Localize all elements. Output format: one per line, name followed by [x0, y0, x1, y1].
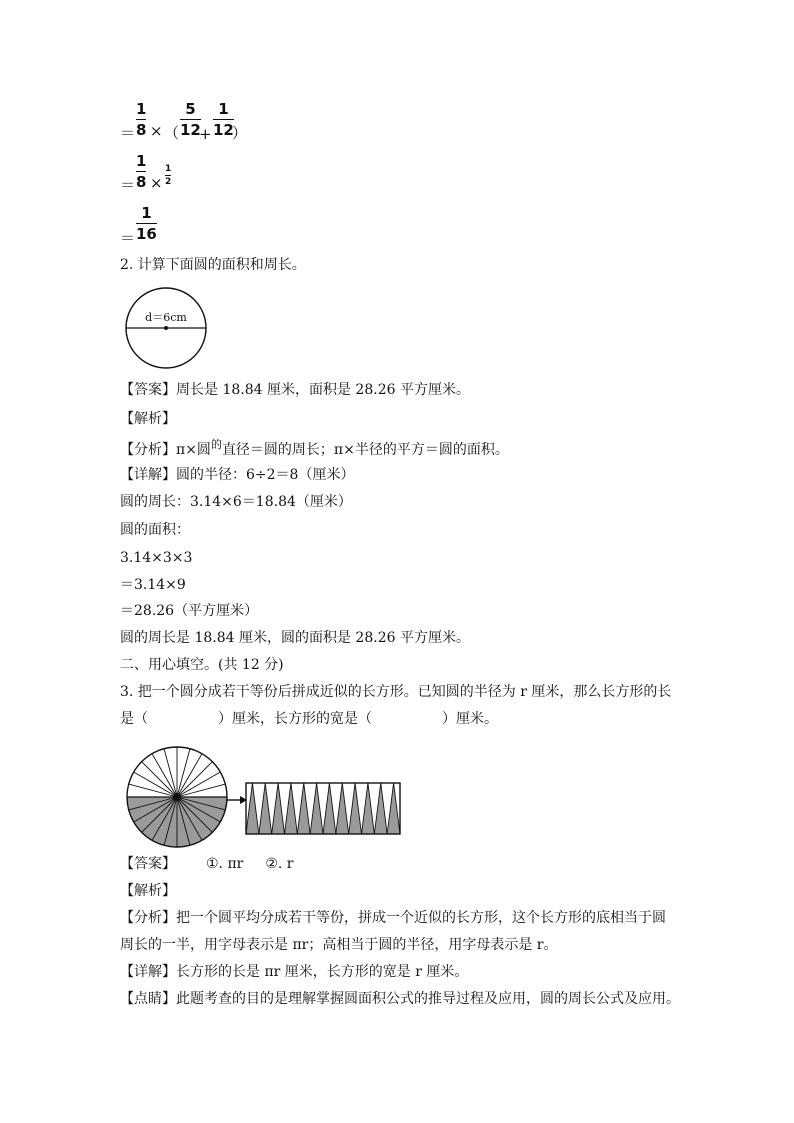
- comment: 【点睛】此题考查的目的是理解掌握圆面积公式的推导过程及应用，圆的周长公式及应用。: [120, 991, 680, 1007]
- answer: 【答案】周长是 18.84 厘米，面积是 28.26 平方厘米。: [120, 382, 470, 398]
- circle-diagram: [124, 286, 210, 370]
- shaded-triangle: [297, 783, 310, 834]
- area-label: 圆的面积：: [120, 522, 190, 538]
- times-sign: ×: [150, 174, 163, 192]
- equals-sign: ＝: [120, 229, 136, 247]
- equals-sign: ＝: [120, 124, 136, 142]
- times-sign: ×: [150, 122, 163, 140]
- shaded-triangle: [374, 783, 387, 834]
- sector-line: [129, 784, 177, 797]
- perimeter-calc: 圆的周长：3.14×6＝18.84（厘米）: [120, 494, 352, 510]
- section-title: 二、用心填空。(共 12 分): [120, 657, 284, 673]
- plus-sign: +: [199, 125, 212, 143]
- sector-line: [177, 749, 190, 797]
- question-2-title: 2. 计算下面圆的面积和周长。: [120, 257, 306, 273]
- fraction: 1 8: [136, 152, 147, 191]
- shaded-triangle: [310, 783, 323, 834]
- analysis: 【分析】把一个圆平均分成若干等份，拼成一个近似的长方形，这个长方形的底相当于圆: [120, 910, 666, 926]
- area-step: ＝3.14×9: [120, 577, 186, 593]
- area-step: ＝28.26（平方厘米）: [120, 603, 259, 619]
- conclusion: 圆的周长是 18.84 厘米，圆的面积是 28.26 平方厘米。: [120, 630, 470, 646]
- shaded-triangle: [336, 783, 349, 834]
- question-3-text: 是（ ）厘米，长方形的宽是（ ）厘米。: [120, 711, 498, 727]
- analysis: 【分析】π×圆$^的$直径＝圆的周长；π×半径的平方＝圆的面积。: [120, 438, 509, 458]
- sector-line: [164, 749, 177, 797]
- analysis: 周长的一半，用字母表示是 πr；高相当于圆的半径，用字母表示是 r。: [120, 937, 558, 953]
- right-paren: ）: [232, 124, 248, 142]
- detail: 【详解】长方形的长是 πr 厘米，长方形的宽是 r 厘米。: [120, 964, 469, 980]
- shaded-triangle: [272, 783, 285, 834]
- area-step: 3.14×3×3: [120, 550, 193, 566]
- analysis-heading: 【解析】: [120, 411, 176, 427]
- question-3-text: 3. 把一个圆分成若干等份后拼成近似的长方形。已知圆的半径为 r 厘米，那么长方形的长: [120, 684, 672, 700]
- fraction: 1 2: [165, 164, 172, 187]
- equals-sign: ＝: [120, 176, 136, 194]
- shaded-triangle: [259, 783, 272, 834]
- sectored-circle-diagram: [122, 742, 232, 852]
- shaded-triangle: [285, 783, 298, 834]
- shaded-triangle: [246, 783, 259, 834]
- fraction: 1 12: [213, 100, 234, 139]
- answer: 【答案】 ①. πr ②. r: [120, 856, 294, 872]
- rearranged-rectangle-diagram: [245, 782, 403, 836]
- fraction: 5 12: [180, 100, 201, 139]
- left-paren: （: [164, 124, 180, 142]
- shaded-triangle: [362, 783, 375, 834]
- diameter-label: d＝6cm: [145, 311, 187, 324]
- shaded-triangle: [349, 783, 362, 834]
- detail: 【详解】圆的半径：6÷2＝8（厘米）: [120, 467, 355, 483]
- center-dot: [173, 793, 181, 801]
- fraction: 1 8: [136, 100, 147, 139]
- fraction: 1 16: [136, 204, 157, 243]
- sector-line: [177, 784, 225, 797]
- analysis-heading: 【解析】: [120, 883, 176, 899]
- shaded-triangle: [323, 783, 336, 834]
- shaded-triangle: [387, 783, 400, 834]
